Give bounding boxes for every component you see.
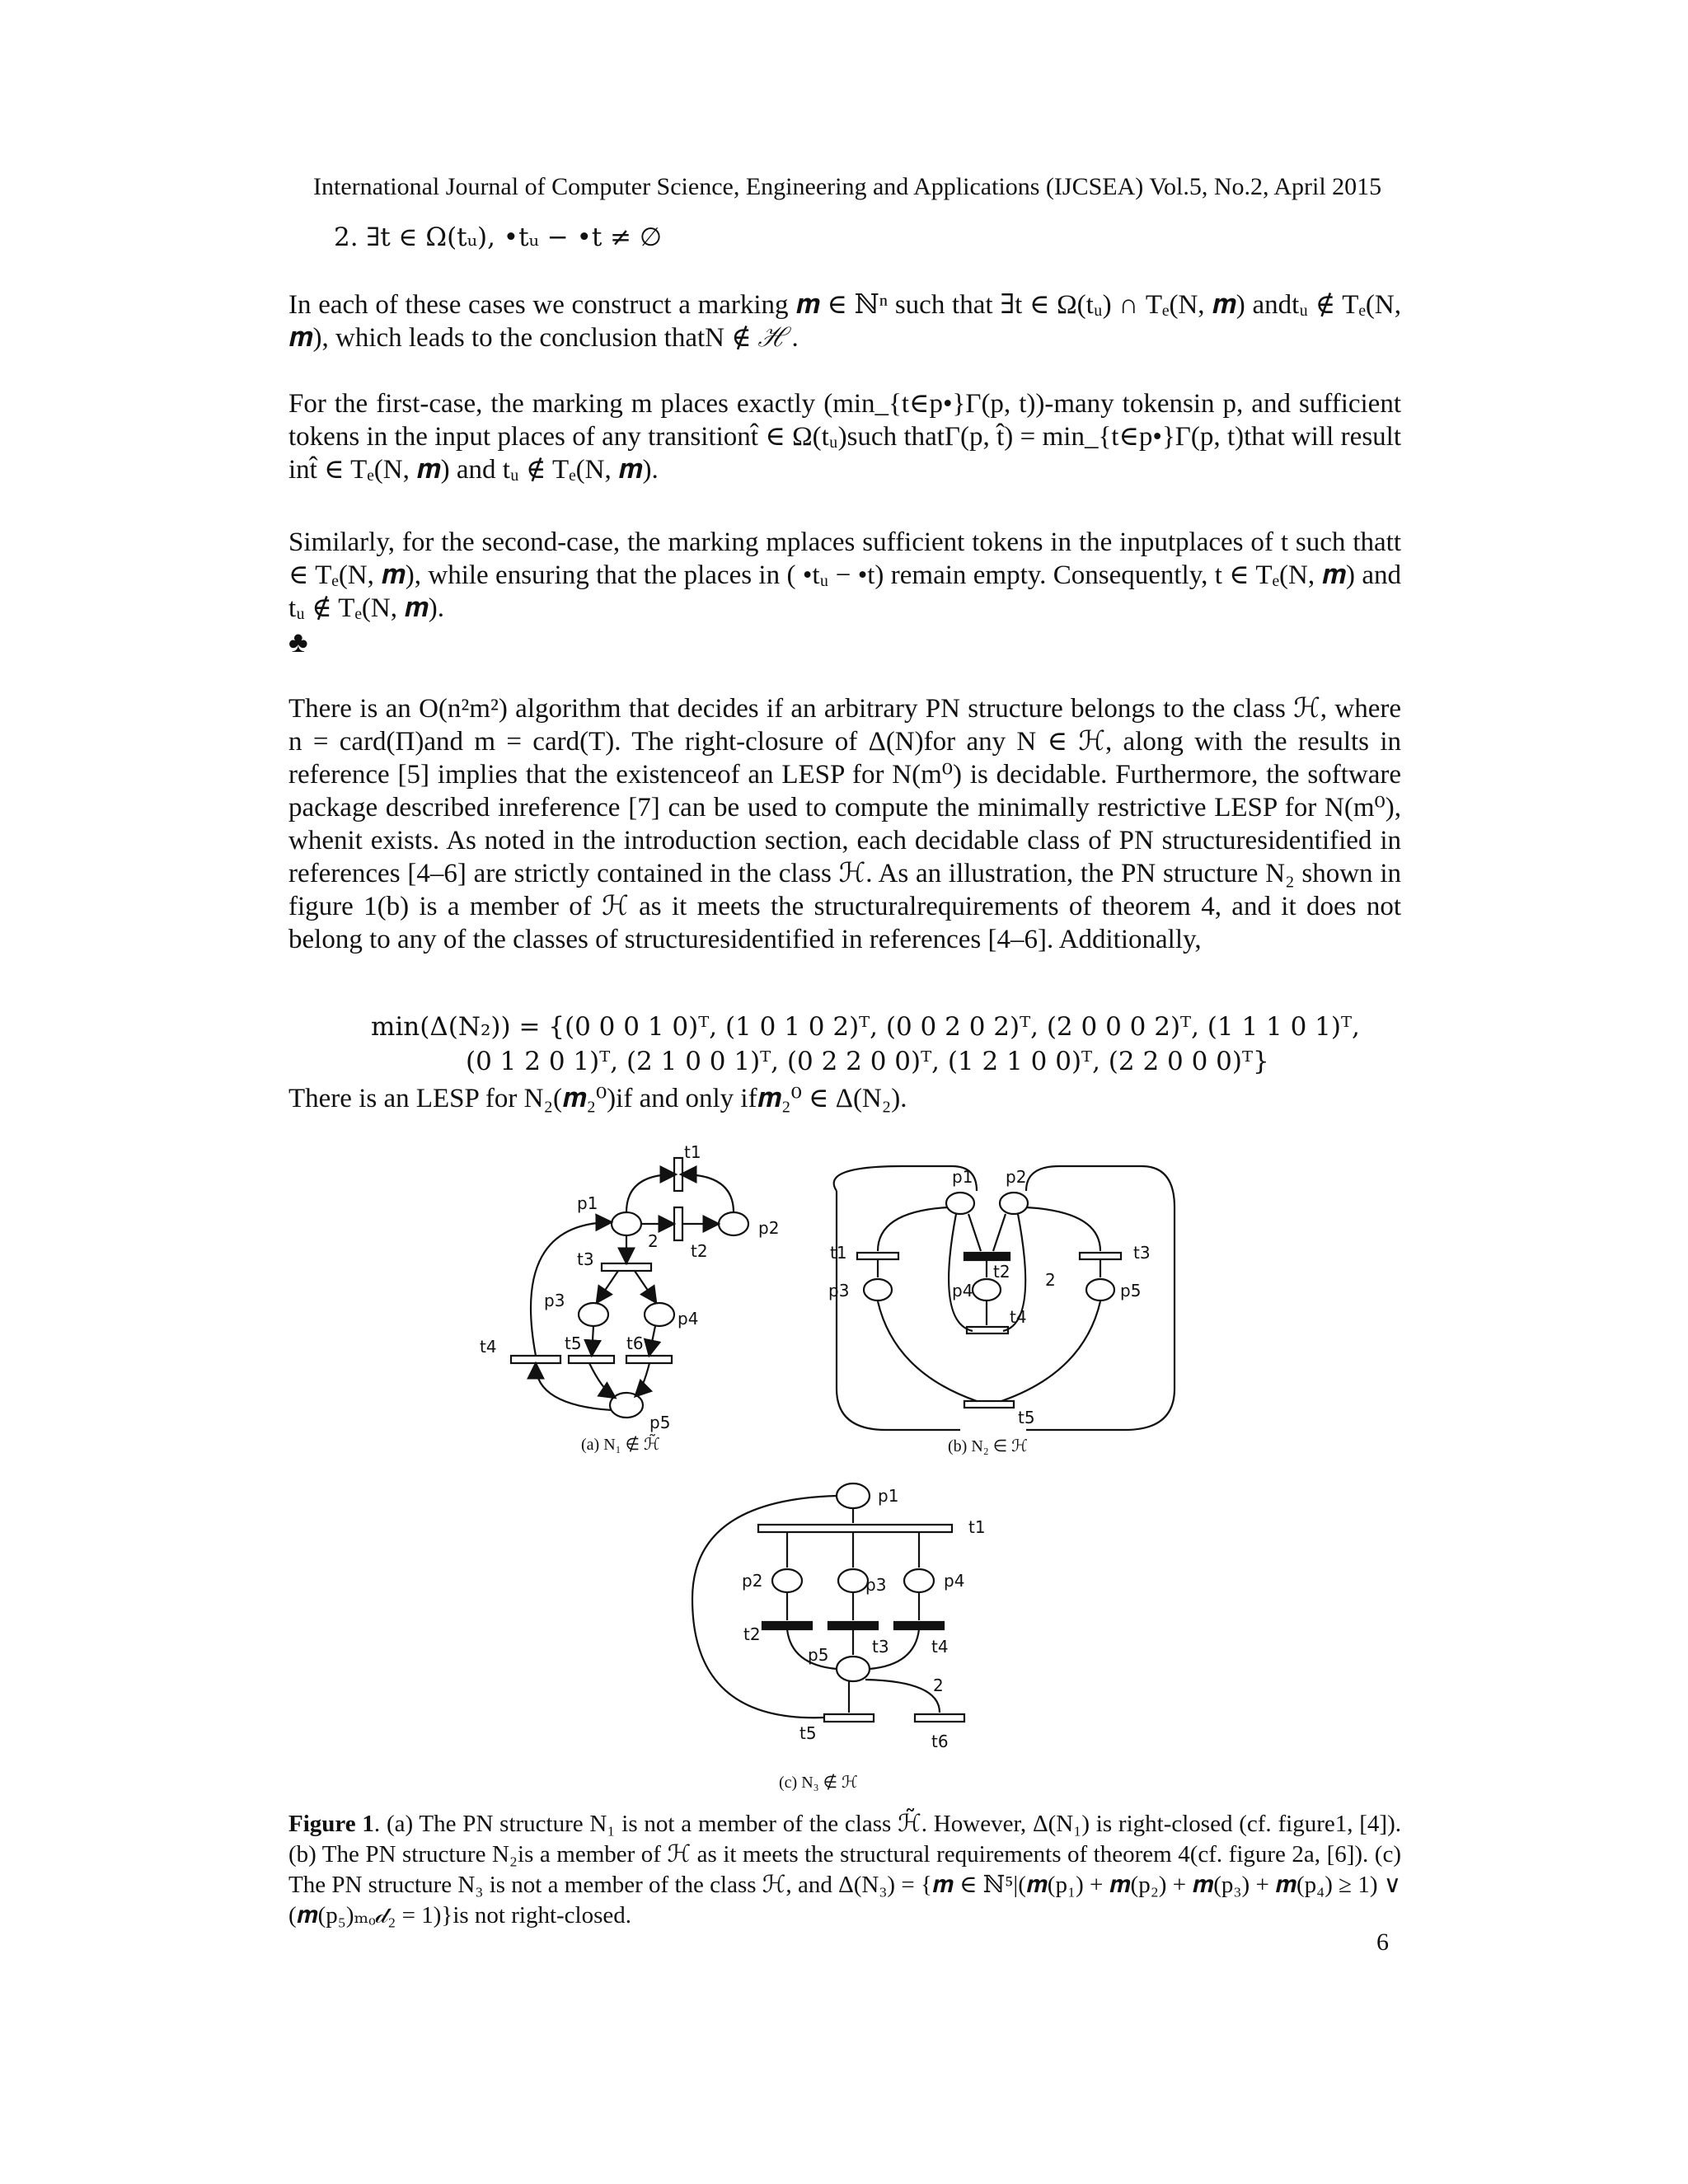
paragraph-cases: In each of these cases we construct a marking 𝒎 ∈ ℕⁿ such that ∃t ∈ Ω(tᵤ) ∩ Tₑ(N, 𝒎) andtᵤ ∉ Tₑ(N, 𝒎), which leads to the conclusion thatN ∉ ℋ. (288, 290, 1401, 353)
label-t1: t1 (684, 1142, 701, 1162)
transition-t2 (762, 1622, 812, 1629)
transition-t5 (824, 1714, 874, 1722)
label-t3: t3 (1133, 1243, 1151, 1263)
place-p1 (837, 1483, 870, 1508)
place-p2 (719, 1212, 748, 1235)
label-p2: p2 (742, 1571, 763, 1591)
transition-t1 (857, 1253, 898, 1259)
place-p1 (612, 1212, 641, 1235)
place-p5 (837, 1657, 870, 1681)
lesp-statement: There is an LESP for N₂(𝒎₂⁰)if and only if𝒎₂⁰ ∈ Δ(N₂). (288, 1084, 907, 1113)
place-p3 (864, 1279, 892, 1301)
label-t3: t3 (872, 1637, 889, 1657)
paragraph-algorithm: There is an O(n²m²) algorithm that decides if an arbitrary PN structure belongs to the class ℋ, where n = card(Π)and m = card(T). The right-closure of Δ(N)for any N ∈ ℋ, along with the results in reference [5] implies that the existenceof an LESP for N(m⁰) is decidable. Furthermore, the software package described inreference [7] can be used to compute the minimally restrictive LESP for N(m⁰), whenit exists. As noted in the introduction section, each decidable class of PN structuresidentified in references [4–6] are strictly contained in the class ℋ. As an illustration, the PN structure N₂ shown in figure 1(b) is a member of ℋ as it meets the structuralrequirements of theorem 4, and it does not belong to any of the classes of structuresidentified in references [4–6]. Additionally, (288, 694, 1401, 954)
figure-caption (288, 1809, 1401, 1931)
label-weight-2: 2 (648, 1231, 659, 1251)
label-weight-2: 2 (1045, 1270, 1056, 1290)
transition-t1 (674, 1158, 682, 1191)
label-p5: p5 (808, 1645, 829, 1665)
list-item-2: 2. ∃t ∈ Ω(tᵤ), •tᵤ − •t ≠ ∅ (334, 223, 663, 252)
label-p3: p3 (865, 1575, 887, 1595)
page-number: 6 (1376, 1929, 1389, 1956)
transition-t3 (1080, 1253, 1121, 1259)
petri-net-figure-a (462, 1141, 808, 1446)
label-t4: t4 (1010, 1307, 1027, 1327)
label-p4: p4 (678, 1309, 699, 1329)
label-t1: t1 (968, 1517, 986, 1537)
caption-figure-c: (c) N₃ ∉ ℋ (779, 1774, 858, 1792)
label-t6: t6 (931, 1732, 949, 1751)
equation-line-1: min(Δ(N₂)) = {(0 0 0 1 0)ᵀ, (1 0 1 0 2)ᵀ, (0 0 2 0 2)ᵀ, (2 0 0 0 2)ᵀ, (1 1 1 0 1)ᵀ, (371, 1012, 1360, 1042)
place-p4 (904, 1569, 934, 1592)
transition-t6 (915, 1714, 964, 1722)
label-p4: p4 (944, 1571, 965, 1591)
petri-net-figure-b (812, 1158, 1191, 1438)
place-p3 (838, 1569, 868, 1592)
equation-line-2: (0 1 2 0 1)ᵀ, (2 1 0 0 1)ᵀ, (0 2 2 0 0)ᵀ, (1 2 1 0 0)ᵀ, (2 2 0 0 0)ᵀ} (466, 1047, 1269, 1076)
label-t6: t6 (626, 1333, 644, 1353)
figure-label: Figure 1 (288, 1811, 374, 1837)
paragraph-first-case: For the first-case, the marking m places exactly (min_{t∈p•}Γ(p, t))-many tokensin p, and sufficient tokens in the input places of any transitiont̂ ∈ Ω(tᵤ)such thatΓ(p, t̂) = min_{t∈p•}Γ(p, t)that will result int̂ ∈ Tₑ(N, 𝒎) and tᵤ ∉ Tₑ(N, 𝒎). (288, 389, 1401, 485)
label-p3: p3 (544, 1291, 565, 1310)
transition-t4 (511, 1356, 560, 1363)
transition-t1 (758, 1525, 952, 1532)
figure-caption-text: . (a) The PN structure N₁ is not a member of the class ℋ̃. However, Δ(N₁) is right-closed (cf. figure1, [4]). (b) The PN structure N₂is a member of ℋ as it meets the structural requirements of theorem 4(cf. figure 2a, [6]). (c) The PN structure N₃ is not a member of the class ℋ, and Δ(N₃) = {𝒎 ∈ ℕ⁵|(𝒎(p₁) + 𝒎(p₂) + 𝒎(p₃) + 𝒎(p₄) ≥ 1) ∨ (𝒎(p₅)ₘₒ𝒹₂ = 1)}is not right-closed. (288, 1811, 1401, 1929)
label-p5: p5 (1120, 1281, 1142, 1301)
place-p1 (946, 1193, 974, 1214)
place-p5 (1086, 1279, 1114, 1301)
petri-net-figure-c (676, 1475, 1022, 1772)
paragraph-second-case: Similarly, for the second-case, the marking mplaces sufficient tokens in the inputplaces of t such thatt ∈ Tₑ(N, 𝒎), while ensuring that the places in ( •tᵤ − •t) remain empty. Consequently, t ∈ Tₑ(N, 𝒎) and tᵤ ∉ Tₑ(N, 𝒎). (288, 527, 1401, 623)
place-p4 (645, 1303, 674, 1326)
label-p1: p1 (878, 1486, 899, 1506)
label-t5: t5 (799, 1723, 817, 1743)
label-t5: t5 (1018, 1408, 1035, 1427)
transition-t3 (602, 1263, 651, 1271)
place-p2 (772, 1569, 802, 1592)
label-t3: t3 (577, 1249, 594, 1269)
label-t2: t2 (743, 1624, 761, 1644)
transition-t5 (964, 1401, 1014, 1408)
label-p2: p2 (1006, 1167, 1027, 1187)
transition-t2 (964, 1253, 1010, 1260)
end-of-proof-symbol: ♣ (288, 626, 308, 658)
label-t2: t2 (993, 1262, 1010, 1282)
place-p5 (610, 1393, 643, 1418)
label-t4: t4 (480, 1337, 497, 1357)
transition-t2 (674, 1207, 682, 1240)
transition-t6 (626, 1356, 672, 1363)
label-t5: t5 (565, 1333, 582, 1353)
label-p1: p1 (952, 1167, 973, 1187)
caption-figure-b: (b) N₂ ∈ ℋ (948, 1437, 1028, 1455)
place-p3 (579, 1303, 608, 1326)
label-weight-2: 2 (933, 1675, 944, 1695)
place-p2 (1000, 1193, 1028, 1214)
place-p4 (973, 1279, 1001, 1301)
label-t2: t2 (691, 1241, 708, 1261)
transition-t4 (894, 1622, 944, 1629)
label-p4: p4 (952, 1281, 973, 1301)
running-header: International Journal of Computer Science, Engineering and Applications (IJCSEA) Vol.5, No.2, April 2015 (313, 173, 1382, 200)
transition-t4 (967, 1327, 1008, 1333)
caption-figure-a: (a) N₁ ∉ ℋ̃ (581, 1436, 660, 1454)
transition-t3 (828, 1622, 878, 1629)
label-t1: t1 (830, 1243, 847, 1263)
label-p5: p5 (649, 1413, 671, 1432)
label-p1: p1 (577, 1193, 598, 1213)
label-p2: p2 (758, 1218, 780, 1238)
label-p3: p3 (828, 1281, 850, 1301)
transition-t5 (569, 1356, 614, 1363)
label-t4: t4 (931, 1637, 949, 1657)
